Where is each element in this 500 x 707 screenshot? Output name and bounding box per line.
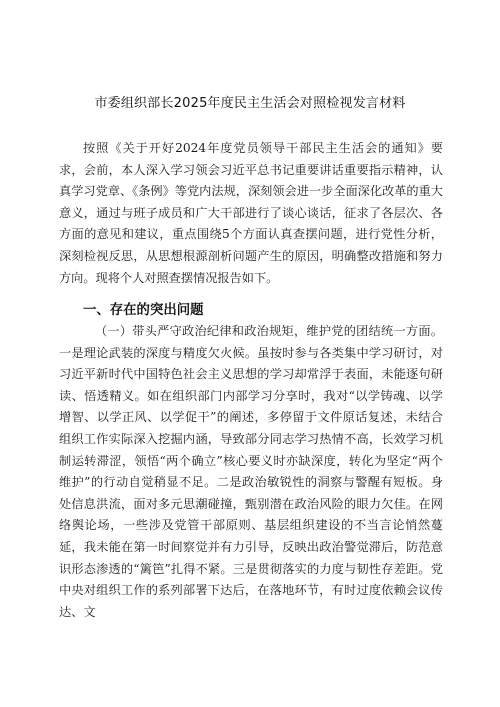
document-title: 市委组织部长2025年度民主生活会对照检视发言材料: [94, 96, 406, 111]
section-heading: 一、存在的突出问题: [83, 303, 204, 318]
intro-paragraph: 按照《关于开好2024年度党员领导干部民主生活会的通知》要求，会前，本人深入学习领会习近平总书记重要讲话重要指示精神，认真学习党章、《条例》等党内法规，深刻领会进一步全面深化改革的重大意义，通过与班子成员和广大干部进行了谈心谈话，征求了各层次、各方面的意见和建议，重点围绕5个方面认真查摆问题，进行党性分析，深刻检视反思，从思想根源剖析问题产生的原因，明确整改措施和努力方向。现将个人对照查摆情况报告如下。: [59, 141, 443, 285]
subsection-paragraph: （一）带头严守政治纪律和政治规矩，维护党的团结统一方面。一是理论武装的深度与精度欠火候。虽按时参与各类集中学习研讨，对习近平新时代中国特色社会主义思想的学习却常浮于表面，未能逐句研读、悟透精义。如在组织部门内部学习分享时，我对“以学铸魂、以学增智、以学正风、以学促干”的阐述，多停留于文件原话复述，未结合组织工作实际深入挖掘内涵，导致部分同志学习热情不高，长效学习机制运转滞涩，领悟“两个确立”核心要义时亦缺深度，转化为坚定“两个维护”的行动自觉稍显不足。二是政治敏锐性的洞察与警醒有短板。身处信息洪流，面对多元思潮碰撞，甄别潜在政治风险的眼力欠佳。在网络舆论场，一些涉及党管干部原则、基层组织建设的不当言论悄然蔓延，我未能在第一时间察觉并有力引导，反映出政治警觉滞后，防范意识形态渗透的“篱笆”扎得不紧。三是贯彻落实的力度与韧性存差距。党中央对组织工作的系列部署下达后，在落地环节，有时过度依赖会议传达、文: [59, 324, 443, 619]
